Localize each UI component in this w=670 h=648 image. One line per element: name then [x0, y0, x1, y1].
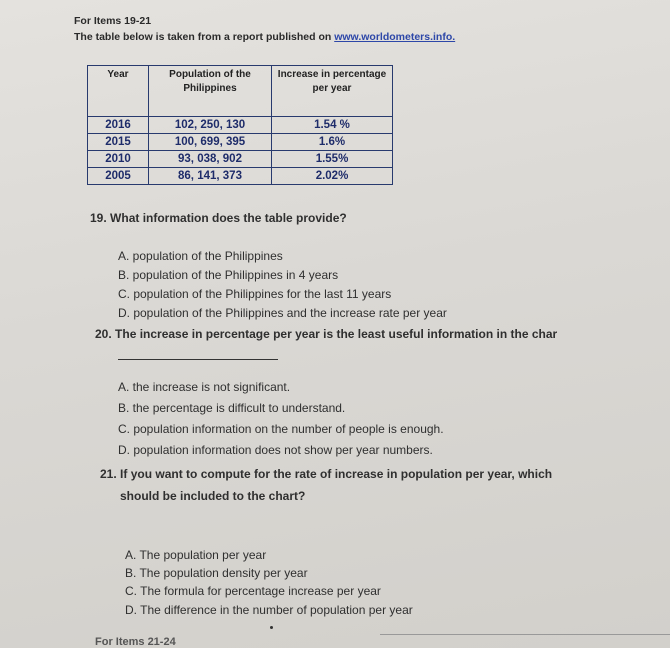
column-header-year: Year	[88, 66, 149, 117]
option-c[interactable]: C. population information on the number of people is enough.	[118, 422, 444, 436]
option-a[interactable]: A. the increase is not significant.	[118, 380, 291, 394]
cell-increase: 1.54 %	[272, 117, 393, 134]
table-row	[88, 168, 393, 185]
cell-increase: 1.6%	[272, 134, 393, 151]
question-text-continued: should be included to the chart?	[120, 489, 306, 503]
table-row	[88, 117, 393, 134]
column-header-population: Population of the Philippines	[149, 66, 272, 117]
cell-year: 2005	[88, 168, 149, 185]
option-c[interactable]: C. The formula for percentage increase per year	[125, 584, 381, 598]
cell-year: 2015	[88, 134, 149, 151]
cell-population: 86, 141, 373	[149, 168, 272, 185]
cell-increase: 2.02%	[272, 168, 393, 185]
question-20	[95, 327, 557, 341]
option-a[interactable]: A. population of the Philippines	[118, 249, 283, 263]
footer-heading: For Items 21-24	[95, 636, 176, 648]
cell-increase: 1.55%	[272, 151, 393, 168]
intro-text: The table below is taken from a report published on	[74, 31, 335, 43]
cell-population: 102, 250, 130	[149, 117, 272, 134]
divider	[380, 634, 670, 635]
option-a[interactable]: A. The population per year	[125, 548, 267, 562]
table-row	[88, 134, 393, 151]
section-heading: For Items 19-21	[74, 15, 152, 27]
option-b[interactable]: B. the percentage is difficult to understand.	[118, 401, 346, 415]
table-row	[88, 151, 393, 168]
population-table	[87, 65, 393, 185]
cell-population: 100, 699, 395	[149, 134, 272, 151]
option-d[interactable]: D. population information does not show per year numbers.	[118, 443, 433, 457]
ink-dot	[270, 626, 273, 629]
question-text: What information does the table provide?	[110, 211, 347, 225]
column-header-increase: Increase in percentage per year	[272, 66, 393, 117]
option-c[interactable]: C. population of the Philippines for the last 11 years	[118, 287, 392, 301]
option-b[interactable]: B. population of the Philippines in 4 years	[118, 268, 339, 282]
source-link[interactable]: www.worldometers.info.	[334, 31, 456, 43]
question-text: If you want to compute for the rate of increase in population per year, which	[120, 467, 553, 481]
option-b[interactable]: B. The population density per year	[125, 566, 308, 580]
answer-blank	[118, 359, 278, 360]
question-number: 21.	[100, 467, 117, 481]
table-header-row	[88, 66, 393, 117]
option-d[interactable]: D. The difference in the number of population per year	[125, 603, 413, 617]
question-text: The increase in percentage per year is the least useful information in the char	[115, 327, 558, 341]
intro-sentence	[74, 31, 455, 43]
question-number: 20.	[95, 327, 112, 341]
cell-population: 93, 038, 902	[149, 151, 272, 168]
question-number: 19.	[90, 211, 107, 225]
cell-year: 2016	[88, 117, 149, 134]
question-19	[90, 211, 347, 225]
option-d[interactable]: D. population of the Philippines and the increase rate per year	[118, 306, 447, 320]
cell-year: 2010	[88, 151, 149, 168]
question-21	[100, 467, 552, 481]
